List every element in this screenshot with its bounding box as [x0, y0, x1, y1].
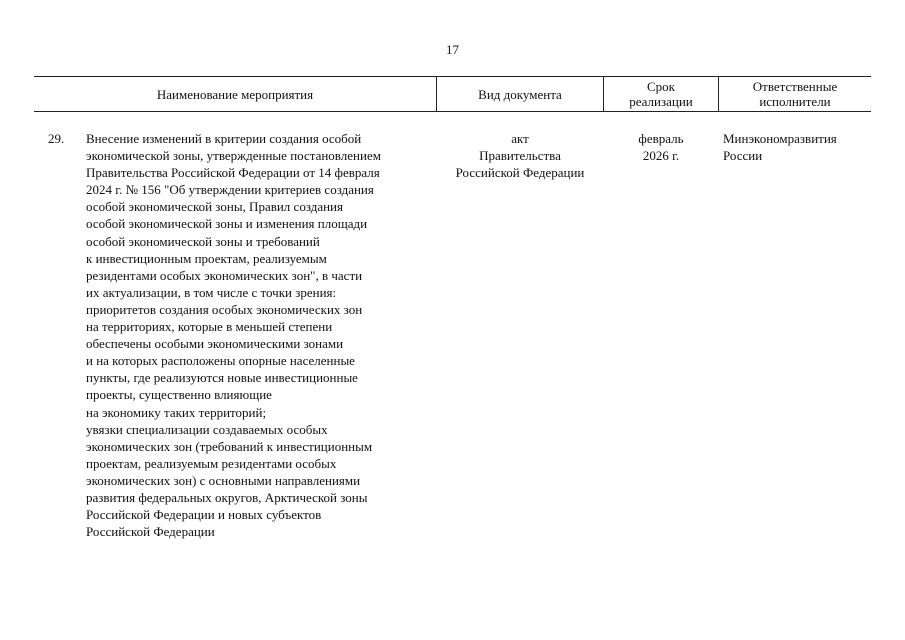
- doc-type-line: акт: [511, 131, 529, 146]
- header-deadline-label-2: реализации: [629, 94, 693, 109]
- description-line: Правительства Российской Федерации от 14 февраля: [86, 165, 380, 181]
- deadline-line: февраль: [638, 131, 684, 146]
- page-number: 17: [446, 42, 459, 57]
- doc-type-line: Правительства: [479, 148, 561, 164]
- header-doc-type-label: Вид документа: [478, 86, 562, 102]
- responsible-line: России: [723, 148, 763, 164]
- description-line: 2024 г. № 156 "Об утверждении критериев создания: [86, 182, 374, 198]
- header-responsible-label-1: Ответственные: [752, 79, 838, 94]
- description-line: проекты, существенно влияющие: [86, 387, 272, 403]
- description-line: проектам, реализуемым резидентами особых: [86, 455, 337, 471]
- header-deadline: [604, 77, 718, 111]
- doc-type-line: Российской Федерации: [455, 165, 585, 181]
- row-doc-type: [437, 130, 603, 181]
- description-line: развития федеральных округов, Арктической зоны: [86, 489, 368, 505]
- row-deadline: [604, 130, 718, 164]
- header-responsible: [719, 77, 871, 111]
- description-line: на территориях, которые в меньшей степени: [86, 319, 333, 335]
- header-name-label: Наименование мероприятия: [156, 86, 314, 102]
- description-line: их актуализации, в том числе с точки зрения:: [86, 284, 337, 300]
- description-line: особой экономической зоны и изменения площади: [86, 216, 368, 232]
- description-line: и на которых расположены опорные населенные: [86, 353, 355, 369]
- header-deadline-label-1: Срок: [646, 79, 675, 94]
- description-line: обеспечены особыми экономическими зонами: [86, 336, 344, 352]
- description-line: Российской Федерации: [86, 524, 215, 540]
- row-responsible: [723, 130, 871, 164]
- description-line: экономических зон (требований к инвестиционным: [86, 438, 373, 454]
- description-line: Российской Федерации и новых субъектов: [86, 507, 322, 523]
- description-line: резидентами особых экономических зон", в части: [86, 267, 363, 283]
- description-line: приоритетов создания особых экономических зон: [86, 301, 363, 317]
- description-line: пункты, где реализуются новые инвестиционные: [86, 370, 358, 386]
- description-line: Внесение изменений в критерии создания особой: [86, 131, 362, 146]
- header-bottom-border: [34, 111, 871, 112]
- header-responsible-label-2: исполнители: [759, 94, 831, 109]
- description-line: экономической зоны, утвержденные постановлением: [86, 148, 381, 164]
- header-doc-type: [437, 77, 603, 111]
- description-line: увязки специализации создаваемых особых: [86, 421, 328, 437]
- description-line: особой экономической зоны и требований: [86, 233, 320, 249]
- row-number: 29.: [48, 131, 65, 146]
- description-line: к инвестиционным проектам, реализуемым: [86, 250, 327, 266]
- description-line: на экономику таких территорий;: [86, 404, 267, 420]
- row-description: [86, 130, 431, 540]
- description-line: экономических зон) с основными направлениями: [86, 472, 361, 488]
- deadline-line: 2026 г.: [642, 148, 680, 164]
- header-name: [34, 77, 436, 111]
- responsible-line: Минэкономразвития: [723, 131, 837, 146]
- description-line: особой экономической зоны, Правил создания: [86, 199, 343, 215]
